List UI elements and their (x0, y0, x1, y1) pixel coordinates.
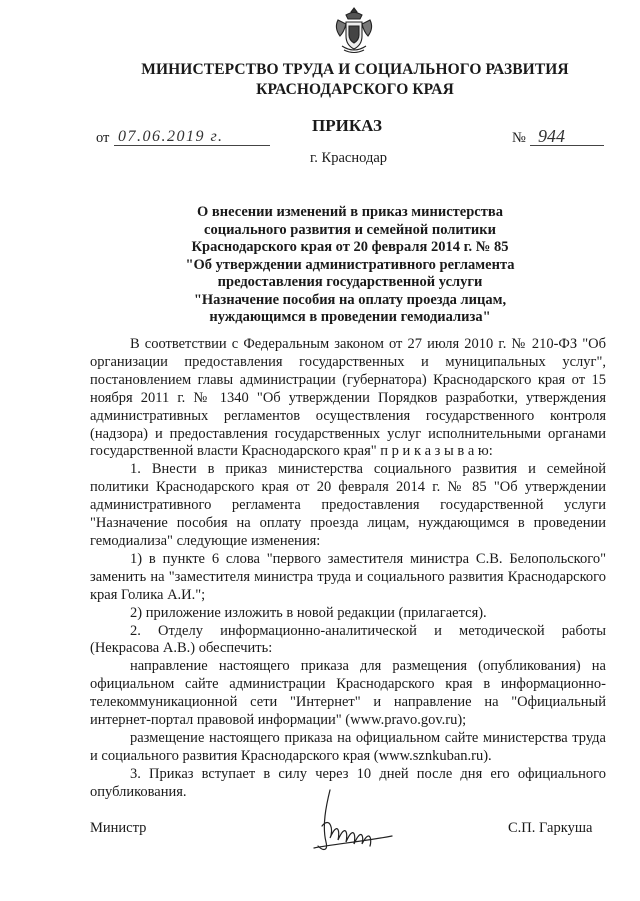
item-2-task-2-paragraph: размещение настоящего приказа на официальном сайте министерства труда и социального развития Краснодарского края (www.sznkuban.ru). (90, 729, 606, 764)
preamble-paragraph: В соответствии с Федеральным законом от 27 июля 2010 г. № 210-ФЗ "Об организации предоставления государственных и муниципальных услуг", постановлением главы администрации (губернатора) Краснодарского края от 15 ноября 2011 г. № 1340 "Об утверждении Порядков разработки, утверждения административных регламентов осуществления государственного контроля (надзора) и предоставления государственных услуг исполнительными органами государственной власти Краснодарского края" п р и к а з ы в а ю: (90, 336, 606, 460)
order-title (120, 204, 580, 327)
title-line: О внесении изменений в приказ министерства (197, 204, 503, 220)
item-3-paragraph: 3. Приказ вступает в силу через 10 дней после дня его официального опубликования. (90, 765, 606, 800)
ministry-name-line1: МИНИСТЕРСТВО ТРУДА И СОЦИАЛЬНОГО РАЗВИТИЯ (141, 61, 569, 78)
item-2-paragraph: 2. Отделу информационно-аналитической и методической работы (Некрасова А.В.) обеспечить: (90, 622, 606, 657)
signer-name: С.П. Гаркуша (508, 820, 593, 836)
title-line: предоставления государственной услуги (217, 274, 483, 290)
handwritten-signature (300, 786, 400, 856)
title-line: нуждающимся в проведении гемодиализа" (209, 309, 491, 325)
city: г. Краснодар (310, 150, 388, 166)
title-line: "Об утверждении административного регламента (185, 256, 515, 273)
date-prefix: от (96, 130, 110, 146)
title-line: Краснодарского края от 20 февраля 2014 г. № 85 (191, 239, 509, 255)
order-number: 944 (538, 126, 565, 146)
number-prefix: № (512, 130, 526, 146)
title-line: "Назначение пособия на оплату проезда лицам, (193, 291, 507, 308)
item-1-sub-1-paragraph: 1) в пункте 6 слова "первого заместителя министра С.В. Белопольского" заменить на "заместителя министра труда и социального развития Краснодарского края Голика А.И."; (90, 550, 606, 603)
title-line: социального развития и семейной политики (204, 221, 496, 238)
order-date: 07.06.2019 г. (118, 128, 224, 145)
ministry-name-line2: КРАСНОДАРСКОГО КРАЯ (256, 81, 454, 98)
coat-of-arms-icon (332, 6, 376, 56)
order-body (90, 336, 606, 802)
signer-position: Министр (90, 820, 147, 836)
item-2-task-1-paragraph: направление настоящего приказа для размещения (опубликования) на официальном сайте администрации Краснодарского края в информационно-телекоммуникационной сети "Интернет" и направление на "Официальный интернет-портал правовой информации" (www.pravo.gov.ru); (90, 658, 606, 729)
item-1-paragraph: 1. Внести в приказ министерства социального развития и семейной политики Краснодарского края от 20 февраля 2014 г. № 85 "Об утверждении административного регламента предоставления государственной услуги "Назначение пособия на оплату проезда лицам, нуждающимся в проведении гемодиализа" следующие изменения: (90, 461, 606, 549)
item-1-sub-2-paragraph: 2) приложение изложить в новой редакции (прилагается). (130, 604, 487, 621)
document-type-heading: ПРИКАЗ (312, 116, 382, 135)
